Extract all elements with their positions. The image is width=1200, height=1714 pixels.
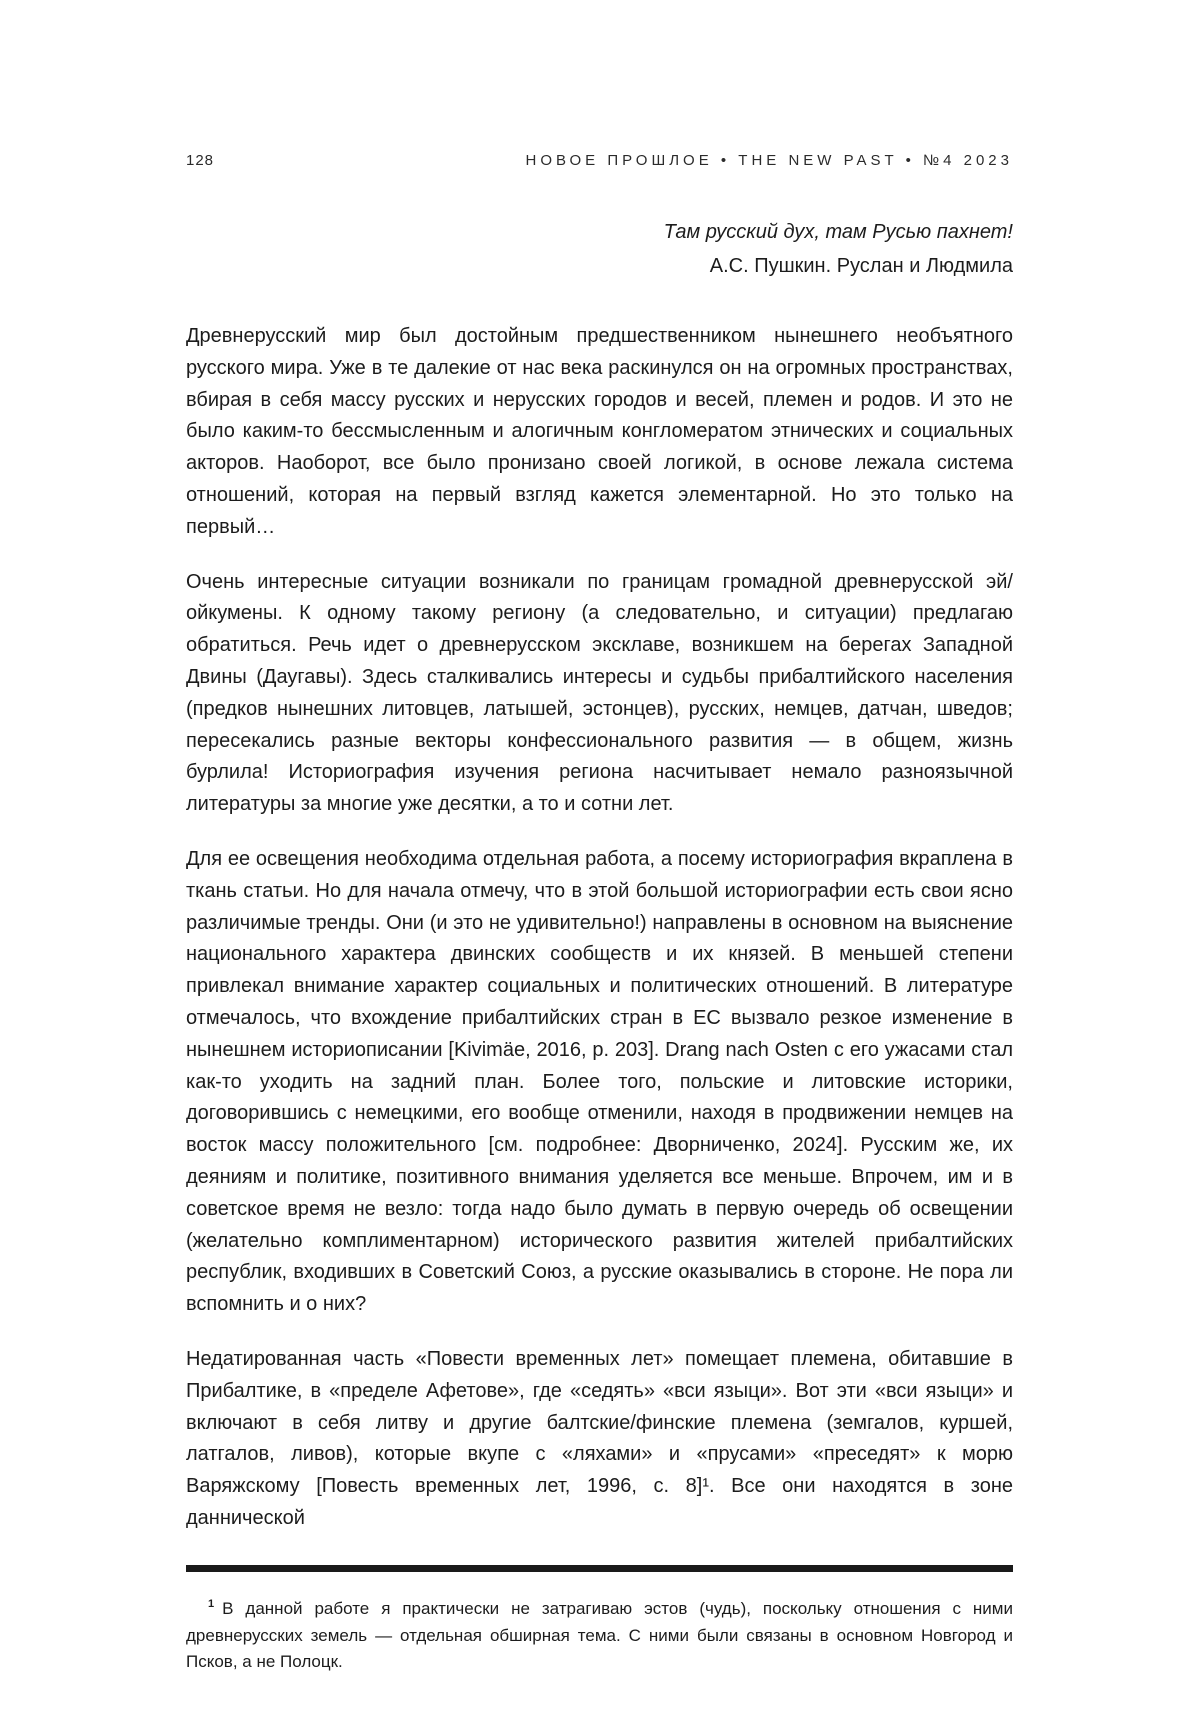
footnote — [186, 1596, 1013, 1677]
footnote-marker: 1 — [208, 1598, 215, 1611]
page-number: 128 — [186, 152, 215, 169]
paragraph-1: Древнерусский мир был достойным предшественником нынешнего необъятного русского мира. Уже в те далекие от нас века раскинулся он на огромных пространствах, вбирая в себя массу русских и нерусских городов и весей, племен и родов. И это не было каким-то бессмысленным и алогичным конгломератом этнических и социальных акторов. Наоборот, все было пронизано своей логикой, в основе лежала система отношений, которая на первый взгляд кажется элементарной. Но это только на первый… — [186, 325, 1013, 538]
article-body — [186, 321, 1013, 1535]
paragraph-3: Для ее освещения необходима отдельная работа, а посему историография вкраплена в ткань статьи. Но для начала отмечу, что в этой большой историографии есть свои ясно различимые тренды. Они (и это не удивительно!) направлены в основном на выяснение национального характера двинских сообществ и их князей. В меньшей степени привлекал внимание характер социальных и политических отношений. В литературе отмечалось, что вхождение прибалтийских стран в ЕС вызвало резкое изменение в нынешнем историописании [Kivimäe, 2016, p. 203]. Drang nach Osten с его ужасами стал как-то уходить на задний план. Более того, польские и литовские историки, договорившись с немецкими, его вообще отменили, находя в продвижении немцев на восток массу положительного [см. подробнее: Дворниченко, 2024]. Русским же, их деяниям и политике, позитивного внимания уделяется все меньше. Впрочем, им и в советское время не везло: тогда надо было думать в первую очередь об освещении (желательно комплиментарном) исторического развития жителей прибалтийских республик, входивших в Советский Союз, а русские оказывались в стороне. Не пора ли вспомнить и о них? — [186, 847, 1013, 1316]
epigraph — [186, 215, 1013, 283]
paragraph-2: Очень интересные ситуации возникали по границам громадной древнерусской эй/ойкумены. К одному такому региону (а следовательно, и ситуации) предлагаю обратиться. Речь идет о древнерусском эксклаве, возникшем на берегах Западной Двины (Даугавы). Здесь сталкивались интересы и судьбы прибалтийского населения (предков нынешних литовцев, латышей, эстонцев), русских, немцев, датчан, шведов; пересекались разные векторы конфессионального развития — в общем, жизнь бурлила! Историография изучения региона насчитывает немало разноязычной литературы за многие уже десятки, а то и сотни лет. — [186, 570, 1013, 816]
footnote-text: В данной работе я практически не затрагиваю эстов (чудь), поскольку отношения с ними древнерусских земель — отдельная обширная тема. С ними были связаны в основном Новгород и Псков, а не Полоцк. — [186, 1598, 1013, 1672]
paragraph-4: Недатированная часть «Повести временных лет» помещает племена, обитавшие в Прибалтике, в «пределе Афетове», где «седять» «вси языци». Вот эти «вси языци» и включают в себя литву и другие балтские/финские племена (земгалов, куршей, латгалов, ливов), которые вкупе с «ляхами» и «прусами» «преседят» к морю Варяжскому [Повесть временных лет, 1996, с. 8]¹. Все они находятся в зоне даннической — [186, 1347, 1013, 1529]
epigraph-attribution: А.С. Пушкин. Руслан и Людмила — [709, 255, 1013, 277]
footnote-area — [186, 1565, 1013, 1677]
footnote-divider-rule — [186, 1565, 1013, 1572]
epigraph-quote: Там русский дух, там Русью пахнет! — [663, 221, 1013, 243]
journal-running-head: НОВОЕ ПРОШЛОЕ • THE NEW PAST • №4 2023 — [525, 152, 1013, 169]
running-header — [186, 152, 1013, 169]
